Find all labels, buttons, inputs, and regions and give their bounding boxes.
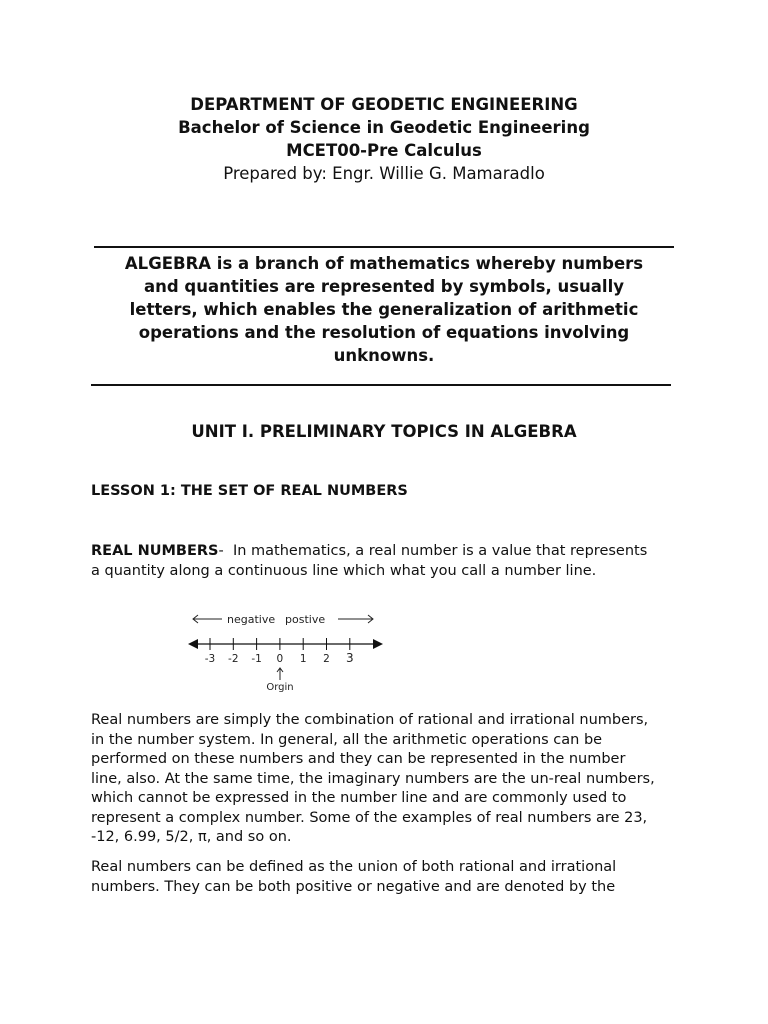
definition-line: ALGEBRA is a branch of mathematics whereby numbers [124, 254, 644, 273]
paragraph-line: line, also. At the same time, the imaginary numbers are the un-real numbers, [91, 770, 655, 787]
negative-label: negative [227, 613, 276, 626]
lesson-title: LESSON 1: THE SET OF REAL NUMBERS [91, 483, 408, 499]
number-line-ticks [205, 638, 354, 665]
origin-label: Orgin [266, 682, 294, 693]
paragraph-line: in the number system. In general, all the arithmetic operations can be [91, 731, 603, 748]
prepared-by: Prepared by: Engr. Willie G. Mamaradlo [223, 164, 545, 183]
course-title: MCET00-Pre Calculus [286, 141, 482, 160]
origin-arrow-icon [277, 668, 283, 680]
paragraph-line: represent a complex number. Some of the examples of real numbers are 23, [91, 809, 648, 826]
department-title: DEPARTMENT OF GEODETIC ENGINEERING [190, 95, 578, 114]
tick-label: -3 [204, 653, 216, 665]
paragraph-definition [91, 858, 681, 897]
paragraph-line: Real numbers are simply the combination of rational and irrational numbers, [91, 712, 649, 728]
positive-label: postive [285, 613, 326, 626]
intro-line: a quantity along a continuous line which what you call a number line. [91, 562, 597, 579]
document-header [0, 93, 768, 185]
tick-label: 3 [345, 651, 354, 665]
top-rule [94, 246, 674, 248]
tick-label: 0 [276, 653, 284, 665]
unit-title: UNIT I. PRELIMINARY TOPICS IN ALGEBRA [191, 422, 577, 441]
algebra-definition [100, 252, 668, 367]
paragraph-line: -12, 6.99, 5/2, π, and so on. [91, 829, 292, 845]
paragraph-line: numbers. They can be both positive or negative and are denoted by the [91, 878, 616, 895]
tick-label: 1 [299, 653, 307, 665]
tick-label: -2 [228, 653, 239, 665]
definition-line: and quantities are represented by symbols, usually [143, 277, 624, 296]
paragraph-line: which cannot be expressed in the number line and are commonly used to [91, 790, 627, 806]
left-arrow-icon [193, 615, 222, 623]
bottom-rule [91, 384, 671, 386]
term-separator: - [218, 543, 224, 559]
term-real-numbers: REAL NUMBERS [91, 543, 219, 559]
definition-line: unknowns. [333, 346, 435, 365]
number-line-axis [188, 639, 383, 649]
definition-line: operations and the resolution of equations involving [138, 323, 630, 342]
intro-text: In mathematics, a real number is a value that represents [232, 543, 648, 559]
paragraph-real-numbers [91, 711, 681, 848]
right-arrow-icon [338, 615, 373, 623]
real-numbers-intro [91, 542, 681, 581]
definition-line: letters, which enables the generalization of arithmetic [129, 300, 639, 319]
number-line-figure [180, 604, 390, 696]
tick-label: 2 [323, 653, 330, 665]
degree-title: Bachelor of Science in Geodetic Engineering [178, 118, 590, 137]
intro-line [91, 542, 681, 562]
paragraph-line: Real numbers can be defined as the union of both rational and irrational [91, 859, 617, 875]
tick-label: -1 [251, 653, 262, 665]
paragraph-line: performed on these numbers and they can be represented in the number [91, 751, 626, 767]
